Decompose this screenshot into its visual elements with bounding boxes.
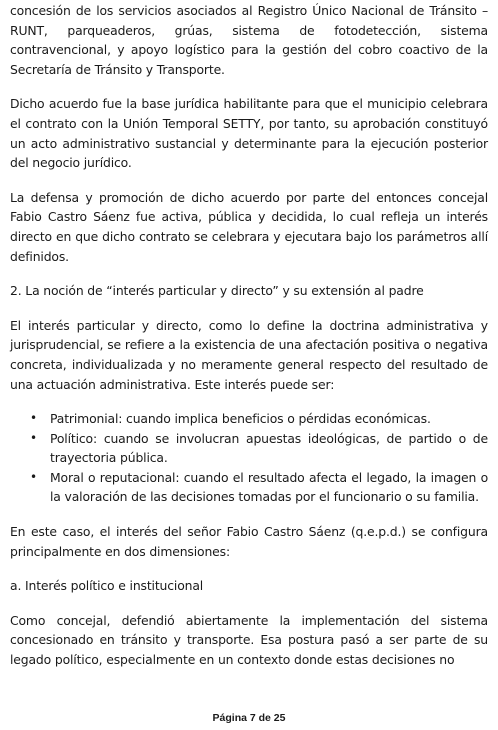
- paragraph-acuerdo: Dicho acuerdo fue la base jurídica habilitante para que el municipio celebrara el contrato con la Unión Temporal SETTY, por tanto, su aprobación constituyó un acto administrativo sustancial y determinante para la ejecución posterior del negocio jurídico.: [10, 96, 488, 171]
- list-item-politico: [10, 429, 488, 468]
- bullet-icon: •: [30, 430, 37, 445]
- list-item-text: Patrimonial: cuando implica beneficios o pérdidas económicas.: [50, 411, 431, 427]
- paragraph-interes-definicion: El interés particular y directo, como lo define la doctrina administrativa y jurisprudencial, se refiere a la existencia de una afectación positiva o negativa concreta, individualizada y no meramente general respecto del resultado de una actuación administrativa. Este interés puede ser:: [10, 317, 488, 392]
- list-item-patrimonial: [10, 409, 488, 429]
- bullet-icon: •: [30, 469, 37, 484]
- list-item-moral: [10, 468, 488, 507]
- paragraph-concejal: Como concejal, defendió abiertamente la implementación del sistema concesionado en tránsito y transporte. Esa postura pasó a ser parte de su legado político, especialmente en un contexto donde estas decisiones no: [10, 612, 488, 668]
- interest-types-list: [10, 409, 488, 507]
- subsection-heading-politico: a. Interés político e institucional: [10, 578, 204, 594]
- bullet-icon: •: [30, 411, 37, 426]
- paragraph-concesion: concesión de los servicios asociados al Registro Único Nacional de Tránsito – RUNT, parqueaderos, grúas, sistema de fotodetección, sistema contravencional, y apoyo logístico para la gestión del cobro coactivo de la Secretaría de Tránsito y Transporte.: [10, 3, 488, 77]
- list-item-text: Moral o reputacional: cuando el resultado afecta el legado, la imagen o la valoración de las decisiones tomadas por el funcionario o su familia.: [50, 469, 488, 505]
- section-heading-interes: 2. La noción de “interés particular y directo” y su extensión al padre: [10, 283, 424, 299]
- page-number: Página 7 de 25: [212, 712, 286, 724]
- document-page: [10, 0, 488, 670]
- paragraph-defensa: La defensa y promoción de dicho acuerdo por parte del entonces concejal Fabio Castro Sáenz fue activa, pública y decidida, lo cual refleja un interés directo en que dicho contrato se celebrara y ejecutara bajo los parámetros allí definidos.: [10, 189, 488, 264]
- list-item-text: Político: cuando se involucran apuestas ideológicas, de partido o de trayectoria pública.: [50, 430, 488, 466]
- paragraph-caso: En este caso, el interés del señor Fabio Castro Sáenz (q.e.p.d.) se configura principalmente en dos dimensiones:: [10, 524, 488, 559]
